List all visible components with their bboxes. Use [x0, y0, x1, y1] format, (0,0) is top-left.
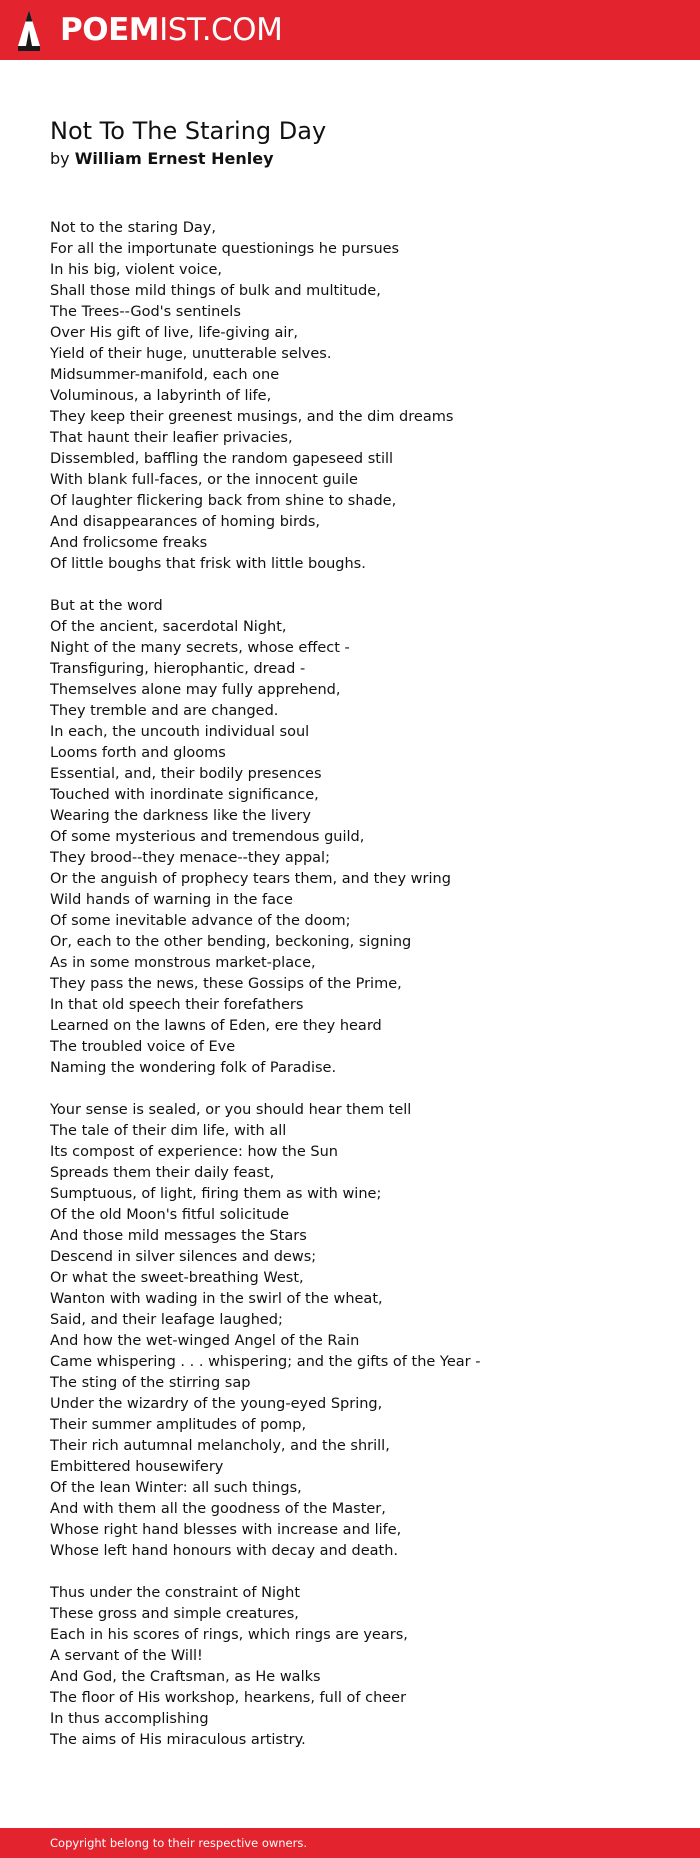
poem-line: That haunt their leafier privacies, [50, 430, 293, 446]
poem-line: Of the ancient, sacerdotal Night, [50, 619, 287, 635]
poem-line: Or what the sweet-breathing West, [50, 1270, 304, 1286]
poem-line: As in some monstrous market-place, [50, 955, 316, 971]
poem-line: And God, the Craftsman, as He walks [50, 1669, 321, 1685]
poem-line: Of the old Moon's fitful solicitude [50, 1207, 290, 1223]
poem-line: Wearing the darkness like the livery [50, 808, 311, 824]
poem-line: Spreads them their daily feast, [50, 1165, 275, 1181]
poem-line: The troubled voice of Eve [50, 1039, 236, 1055]
poem-line: They pass the news, these Gossips of the Prime, [50, 976, 402, 992]
poem-line: Of laughter flickering back from shine to shade, [50, 493, 397, 509]
poem-line: Or the anguish of prophecy tears them, and they wring [50, 871, 451, 887]
site-footer [0, 1828, 700, 1858]
poem-line: And how the wet-winged Angel of the Rain [50, 1333, 360, 1349]
poem-line: Of some inevitable advance of the doom; [50, 913, 351, 929]
poem-line: And frolicsome freaks [50, 535, 208, 551]
poem-line: Thus under the constraint of Night [50, 1585, 301, 1601]
poem-line: Wanton with wading in the swirl of the wheat, [50, 1291, 383, 1307]
poem-line: Their summer amplitudes of pomp, [50, 1417, 307, 1433]
poem-line: Voluminous, a labyrinth of life, [50, 388, 272, 404]
poem-body [50, 218, 670, 1772]
poem-line: Over His gift of live, life-giving air, [50, 325, 298, 341]
poem-line: Looms forth and glooms [50, 745, 226, 761]
logo-brand-light: IST.COM [159, 12, 283, 48]
poem-line: The tale of their dim life, with all [50, 1123, 287, 1139]
poem-line: For all the importunate questionings he pursues [50, 241, 400, 257]
poem-line: And with them all the goodness of the Master, [50, 1501, 386, 1517]
poem-line: Transfiguring, hierophantic, dread - [50, 661, 306, 677]
poem-line: Learned on the lawns of Eden, ere they heard [50, 1018, 382, 1034]
poem-line: In thus accomplishing [50, 1711, 209, 1727]
poem-line: Under the wizardry of the young-eyed Spring, [50, 1396, 383, 1412]
poem-stanza [50, 1583, 670, 1751]
poem-line: The Trees--God's sentinels [50, 304, 241, 320]
poem-line: Said, and their leafage laughed; [50, 1312, 283, 1328]
logo-brand-strong: POEM [60, 12, 160, 48]
site-logo-link[interactable] [16, 8, 282, 52]
poem-line: The floor of His workshop, hearkens, full of cheer [50, 1690, 407, 1706]
poem-line: Of little boughs that frisk with little boughs. [50, 556, 366, 572]
poem-line: Wild hands of warning in the face [50, 892, 293, 908]
poem-line: These gross and simple creatures, [50, 1606, 299, 1622]
poem-line: And those mild messages the Stars [50, 1228, 307, 1244]
poem-line: In that old speech their forefathers [50, 997, 304, 1013]
poem-line: Shall those mild things of bulk and multitude, [50, 283, 381, 299]
poem-line: Themselves alone may fully apprehend, [50, 682, 341, 698]
poem-line: And disappearances of homing birds, [50, 514, 321, 530]
poem-line: They brood--they menace--they appal; [50, 850, 330, 866]
poem-line: Of some mysterious and tremendous guild, [50, 829, 365, 845]
site-logo-text [60, 8, 282, 52]
poem-line: Not to the staring Day, [50, 220, 216, 236]
poem-line: Your sense is sealed, or you should hear them tell [50, 1102, 412, 1118]
poem-line: Of the lean Winter: all such things, [50, 1480, 302, 1496]
poem-line: Came whispering . . . whispering; and the gifts of the Year - [50, 1354, 481, 1370]
poem-stanza [50, 218, 670, 575]
poem-line: But at the word [50, 598, 163, 614]
poem-line: Dissembled, baffling the random gapeseed still [50, 451, 394, 467]
poem-line: With blank full-faces, or the innocent guile [50, 472, 358, 488]
poem-stanza [50, 596, 670, 1079]
poem-line: Sumptuous, of light, firing them as with wine; [50, 1186, 382, 1202]
copyright-notice: Copyright belong to their respective owners. [50, 1836, 308, 1850]
poem-line: Whose right hand blesses with increase and life, [50, 1522, 402, 1538]
poem-line: They keep their greenest musings, and the dim dreams [50, 409, 454, 425]
poem-byline [50, 148, 274, 170]
poem-title: Not To The Staring Day [50, 117, 327, 145]
poem-line: Each in his scores of rings, which rings are years, [50, 1627, 408, 1643]
poem-line: Naming the wondering folk of Paradise. [50, 1060, 337, 1076]
poem-line: Essential, and, their bodily presences [50, 766, 322, 782]
poem-line: In each, the uncouth individual soul [50, 724, 310, 740]
poem-line: Night of the many secrets, whose effect - [50, 640, 350, 656]
byline-label: by [50, 149, 70, 168]
poem-line: Yield of their huge, unutterable selves. [50, 346, 332, 362]
poem-line: The sting of the stirring sap [50, 1375, 251, 1391]
poem-line: Their rich autumnal melancholy, and the shrill, [50, 1438, 390, 1454]
pencil-tip-icon [16, 8, 42, 52]
poem-line: Descend in silver silences and dews; [50, 1249, 317, 1265]
poem-line: A servant of the Will! [50, 1648, 203, 1664]
site-header [0, 0, 700, 60]
poem-line: In his big, violent voice, [50, 262, 223, 278]
poem-line: Embittered housewifery [50, 1459, 224, 1475]
poem-line: They tremble and are changed. [50, 703, 279, 719]
poem-line: The aims of His miraculous artistry. [50, 1732, 306, 1748]
poem-author: William Ernest Henley [74, 149, 274, 168]
poem-line: Midsummer-manifold, each one [50, 367, 280, 383]
poem-line: Or, each to the other bending, beckoning, signing [50, 934, 412, 950]
poem-line: Touched with inordinate significance, [50, 787, 319, 803]
poem-line: Whose left hand honours with decay and death. [50, 1543, 399, 1559]
poem-line: Its compost of experience: how the Sun [50, 1144, 338, 1160]
poem-stanza [50, 1100, 670, 1562]
